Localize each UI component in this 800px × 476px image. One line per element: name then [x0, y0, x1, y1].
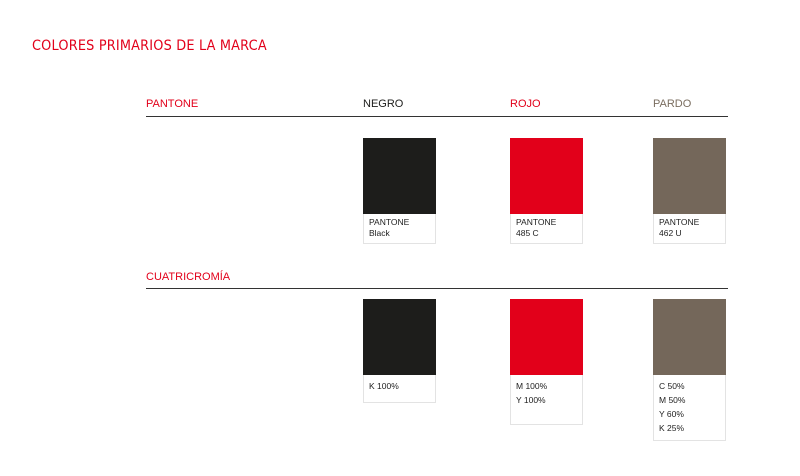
swatch-card-negro-pantone: [363, 138, 436, 244]
pantone-line: PANTONE: [659, 217, 700, 227]
cmyk-value: M 100%: [516, 381, 548, 391]
swatch-card-rojo-pantone: [510, 138, 583, 244]
swatch-color-negro: [363, 299, 436, 375]
swatch-label: [654, 214, 725, 239]
cmyk-values: [511, 375, 582, 407]
cmyk-value: M 50%: [659, 395, 686, 405]
pantone-code: Black: [369, 228, 390, 238]
swatch-label: [364, 214, 435, 239]
cmyk-value: K 100%: [369, 381, 399, 391]
cmyk-value: Y 60%: [659, 409, 684, 419]
swatch-color-pardo: [653, 299, 726, 375]
cmyk-section-divider: [146, 288, 728, 289]
cmyk-value: Y 100%: [516, 395, 546, 405]
swatch-card-rojo-cmyk: [510, 299, 583, 425]
swatch-color-negro: [363, 138, 436, 214]
pantone-section-divider: [146, 116, 728, 117]
swatch-label: [511, 214, 582, 239]
swatch-color-pardo: [653, 138, 726, 214]
cmyk-values: [364, 375, 435, 393]
cmyk-value: C 50%: [659, 381, 685, 391]
column-header-rojo: ROJO: [510, 98, 541, 110]
cmyk-value: K 25%: [659, 423, 685, 433]
swatch-card-negro-cmyk: [363, 299, 436, 403]
column-header-negro: NEGRO: [363, 98, 404, 110]
pantone-line: PANTONE: [369, 217, 410, 227]
swatch-card-pardo-cmyk: [653, 299, 726, 441]
pantone-section-label: PANTONE: [146, 98, 199, 110]
cmyk-section-label: CUATRICROMÍA: [146, 271, 231, 283]
pantone-code: 485 C: [516, 228, 539, 238]
swatch-color-rojo: [510, 138, 583, 214]
swatch-color-rojo: [510, 299, 583, 375]
pantone-line: PANTONE: [516, 217, 557, 227]
page-title: COLORES PRIMARIOS DE LA MARCA: [32, 38, 267, 54]
column-header-pardo: PARDO: [653, 98, 692, 110]
swatch-card-pardo-pantone: [653, 138, 726, 244]
cmyk-values: [654, 375, 725, 435]
pantone-code: 462 U: [659, 228, 682, 238]
